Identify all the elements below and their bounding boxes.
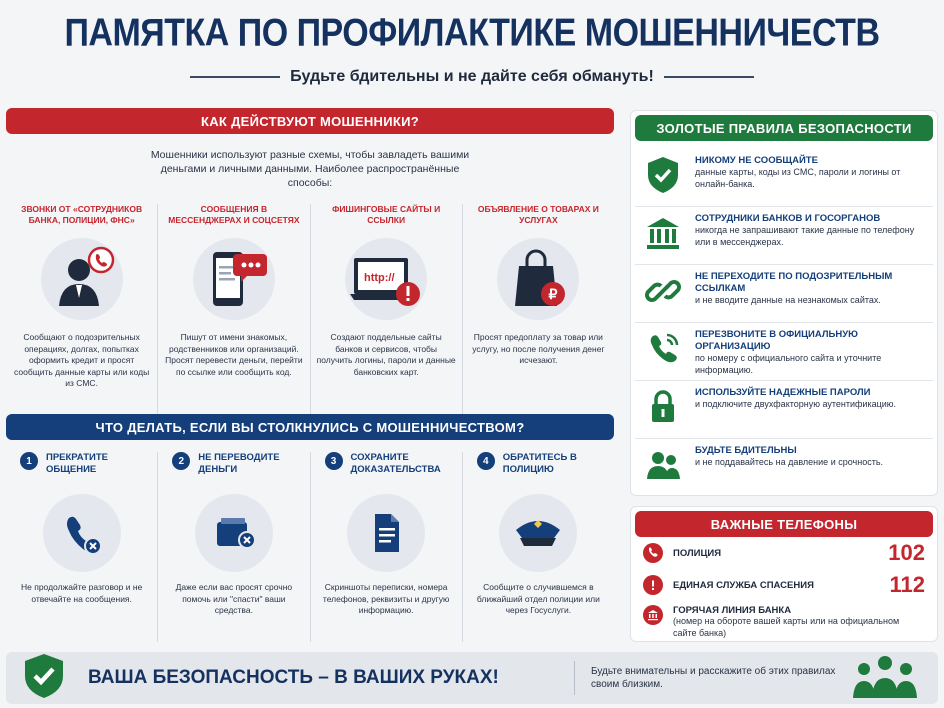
subtitle-row	[0, 68, 944, 86]
rule-item	[635, 323, 933, 381]
what-banner: ЧТО ДЕЛАТЬ, ЕСЛИ ВЫ СТОЛКНУЛИСЬ С МОШЕННИЧЕСТВОМ?	[6, 414, 614, 440]
document-icon	[347, 494, 425, 572]
phone-call-icon	[643, 329, 683, 369]
step-1	[6, 452, 158, 642]
caller-icon	[41, 238, 123, 320]
step-desc: Скриншоты переписки, номера телефонов, реквизиты и другую информацию.	[322, 582, 450, 615]
step-number: 4	[477, 452, 495, 470]
footer	[6, 652, 938, 704]
rule-desc: никогда не запрашивают такие данные по телефону или в мессенджерах.	[695, 225, 915, 247]
step-title: ОБРАТИТЕСЬ В ПОЛИЦИЮ	[502, 452, 577, 475]
method-desc: Просят предоплату за товар или услугу, но после получения денег исчезают.	[472, 332, 605, 365]
phones-banner: ВАЖНЫЕ ТЕЛЕФОНЫ	[635, 511, 933, 537]
bank-icon	[643, 213, 683, 253]
left-panel	[6, 108, 614, 638]
step-title: ПРЕКРАТИТЕ ОБЩЕНИЕ	[46, 452, 108, 475]
shield-check-icon	[22, 652, 66, 705]
step-desc: Не продолжайте разговор и не отвечайте на сообщения.	[20, 582, 143, 604]
people-icon	[643, 445, 683, 485]
step-desc: Даже если вас просят срочно помочь или "спасти" ваши средства.	[175, 582, 293, 615]
rule-item	[635, 149, 933, 207]
step-number: 3	[325, 452, 343, 470]
rules-list	[635, 149, 933, 497]
rule-item	[635, 381, 933, 439]
step-desc: Сообщите о случившемся в ближайший отдел полиции или через Госуслуги.	[476, 582, 600, 615]
method-desc: Сообщают о подозрительных операциях, долгах, попытках оформить кредит и просят сообщить данные карты или коды из СМС.	[14, 332, 150, 388]
phone-number: 102	[888, 540, 925, 565]
step-3	[311, 452, 463, 642]
rule-desc: данные карты, коды из СМС, пароли и логины от онлайн-банка.	[695, 167, 901, 189]
phishing-url-text: http://	[364, 272, 395, 284]
method-calls	[6, 204, 158, 414]
steps-list	[6, 452, 614, 642]
phone-row-rescue	[635, 569, 933, 601]
smartphone-message-icon	[193, 238, 275, 320]
phone-label: ГОРЯЧАЯ ЛИНИЯ БАНКА	[673, 605, 792, 616]
rule-title: ИСПОЛЬЗУЙТЕ НАДЕЖНЫЕ ПАРОЛИ	[695, 387, 871, 398]
rule-item	[635, 207, 933, 265]
phone-icon	[643, 543, 663, 563]
how-intro: Мошенники используют разные схемы, чтобы завладеть вашими деньгами и личными данными. Наиболее распространённые способы:	[150, 149, 470, 189]
rule-desc: и не поддавайтесь на давление и срочность.	[695, 457, 884, 467]
rule-title: ПЕРЕЗВОНИТЕ В ОФИЦИАЛЬНУЮ ОРГАНИЗАЦИЮ	[695, 329, 858, 352]
phone-sub: (номер на обороте вашей карты или на официальном сайте банка)	[673, 616, 900, 638]
step-4	[463, 452, 614, 642]
shield-check-icon	[643, 155, 683, 195]
phones-panel	[630, 506, 938, 642]
shopping-bag-icon	[497, 238, 579, 320]
methods-list	[6, 204, 614, 414]
bank-icon	[643, 605, 663, 625]
how-banner: КАК ДЕЙСТВУЮТ МОШЕННИКИ?	[6, 108, 614, 134]
phone-row-bank	[635, 601, 933, 645]
page-title: ПАМЯТКА ПО ПРОФИЛАКТИКЕ МОШЕННИЧЕСТВ	[64, 11, 880, 55]
rule-title: НИКОМУ НЕ СООБЩАЙТЕ	[695, 155, 818, 166]
method-title: ОБЪЯВЛЕНИЕ О ТОВАРАХ И УСЛУГАХ	[477, 204, 599, 225]
rules-panel	[630, 110, 938, 496]
method-messengers	[158, 204, 310, 414]
rules-banner: ЗОЛОТЫЕ ПРАВИЛА БЕЗОПАСНОСТИ	[635, 115, 933, 141]
method-desc: Создают поддельные сайты банков и сервисов, чтобы получить логины, пароли и данные банковских карт.	[316, 332, 456, 377]
rule-desc: и не вводите данные на незнакомых сайтах.	[695, 295, 881, 305]
ruble-badge: ₽	[548, 286, 558, 302]
step-number: 1	[20, 452, 38, 470]
rule-item	[635, 439, 933, 497]
phone-hangup-icon	[43, 494, 121, 572]
rule-title: СОТРУДНИКИ БАНКОВ И ГОСОРГАНОВ	[695, 213, 881, 224]
page-subtitle: Будьте бдительны и не дайте себя обмануть!	[290, 68, 654, 85]
police-cap-icon	[499, 494, 577, 572]
method-title: ЗВОНКИ ОТ «СОТРУДНИКОВ БАНКА, ПОЛИЦИИ, ФНС»	[21, 204, 143, 225]
family-icon	[848, 654, 922, 703]
divider	[664, 76, 754, 78]
method-ads	[463, 204, 614, 414]
rule-item	[635, 265, 933, 323]
step-title: СОХРАНИТЕ ДОКАЗАТЕЛЬСТВА	[350, 452, 441, 475]
rule-title: НЕ ПЕРЕХОДИТЕ ПО ПОДОЗРИТЕЛЬНЫМ ССЫЛКАМ	[695, 271, 893, 294]
method-desc: Пишут от имени знакомых, родственников или организаций. Просят перевести деньги, перейти по ссылке или сообщить код.	[165, 332, 303, 377]
link-icon	[643, 271, 683, 311]
divider	[574, 661, 575, 695]
step-title: НЕ ПЕРЕВОДИТЕ ДЕНЬГИ	[198, 452, 280, 475]
rule-desc: по номеру с официального сайта и уточните информацию.	[695, 353, 882, 375]
step-number: 2	[172, 452, 190, 470]
phone-label: ПОЛИЦИЯ	[673, 547, 722, 559]
method-phishing	[311, 204, 463, 414]
laptop-phishing-icon	[345, 238, 427, 320]
step-2	[158, 452, 310, 642]
method-title: ФИШИНГОВЫЕ САЙТЫ И ССЫЛКИ	[332, 204, 441, 225]
divider	[190, 76, 280, 78]
phone-label: ЕДИНАЯ СЛУЖБА СПАСЕНИЯ	[673, 579, 814, 591]
footer-note: Будьте внимательны и расскажите об этих правилах своим близким.	[591, 666, 836, 690]
alert-icon	[643, 575, 663, 595]
phone-row-police	[635, 537, 933, 569]
rule-title: БУДЬТЕ БДИТЕЛЬНЫ	[695, 445, 797, 456]
method-title: СООБЩЕНИЯ В МЕССЕНДЖЕРАХ И СОЦСЕТЯХ	[168, 204, 300, 225]
rule-desc: и подключите двухфакторную аутентификацию.	[695, 399, 897, 409]
phone-number: 112	[889, 572, 925, 597]
footer-slogan: ВАША БЕЗОПАСНОСТЬ – В ВАШИХ РУКАХ!	[88, 667, 499, 688]
wallet-icon	[195, 494, 273, 572]
padlock-icon	[643, 387, 683, 427]
